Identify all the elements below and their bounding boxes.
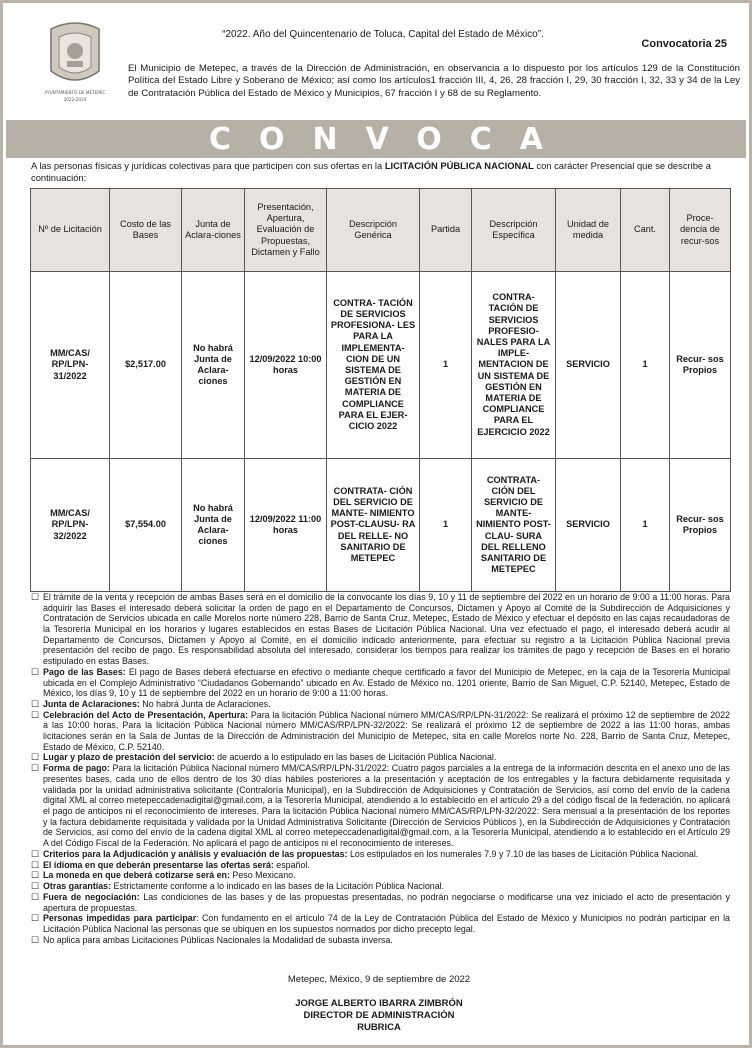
- header-cell: Cant.: [621, 189, 670, 272]
- note-label: Criterios para la Adjudicación y análisis y evaluación de las propuestas:: [43, 848, 348, 859]
- table-cell: MM/CAS/ RP/LPN- 32/2022: [31, 459, 110, 592]
- note-body: [43, 870, 730, 881]
- description-part1: A las personas físicas y jurídicas colectivas para que participen con sus ofertas en la: [31, 160, 385, 171]
- note-label: Personas impedidas para participar: [43, 913, 197, 924]
- note-body: [43, 935, 730, 946]
- header-cell: Unidad de medida: [556, 189, 621, 272]
- note-body: [43, 592, 730, 667]
- note-label: Forma de pago:: [43, 763, 110, 774]
- table-row: [31, 272, 731, 459]
- table-row: [31, 459, 731, 592]
- checkbox-icon: ☐: [31, 763, 40, 774]
- place-date: Metepec, México, 9 de septiembre de 2022: [287, 974, 471, 985]
- header-cell: Descripción Genérica: [327, 189, 420, 272]
- header-cell: Descripción Específica: [472, 189, 556, 272]
- table-cell: 12/09/2022 10:00 horas: [245, 272, 327, 459]
- licitacion-table: [30, 188, 731, 592]
- header-cell: Junta de Aclara-ciones: [182, 189, 245, 272]
- description: [31, 160, 731, 184]
- note-body: [43, 752, 730, 763]
- table-cell: CONTRA- TACIÓN DE SERVICIOS PROFESIO- NALES PARA LA IMPLE- MENTACION DE UN SISTEMA DE GESTIÓN EN MATERIA DE COMPLIANCE PARA EL EJERCICIO 2022: [472, 272, 556, 459]
- list-item: [31, 860, 730, 871]
- note-text: de acuerdo a lo estipulado en las bases de Licitación Pública Nacional.: [214, 752, 497, 763]
- banner-word: CONVOCA: [208, 121, 572, 157]
- note-text: Los estipulados en los numerales 7.9 y 7.10 de las bases de Licitación Pública Nacional.: [347, 848, 699, 859]
- table-cell: 1: [621, 272, 670, 459]
- header-cell: Nº de Licitación: [31, 189, 110, 272]
- note-label: Otras garantías:: [43, 881, 112, 892]
- checkbox-icon: ☐: [31, 698, 40, 709]
- note-body: [43, 710, 730, 753]
- table-cell: $2,517.00: [110, 272, 182, 459]
- list-item: [31, 881, 730, 892]
- signer-title: DIRECTOR DE ADMINISTRACIÓN: [303, 1010, 455, 1021]
- table-cell: Recur- sos Propios: [670, 459, 731, 592]
- checkbox-icon: ☐: [31, 891, 40, 902]
- table-cell: SERVICIO: [556, 459, 621, 592]
- table-cell: Recur- sos Propios: [670, 272, 731, 459]
- table-cell: CONTRA- TACIÓN DE SERVICIOS PROFESIONA- LES PARA LA IMPLEMENTA- CION DE UN SISTEMA DE GESTIÓN EN MATERIA DE COMPLIANCE PARA EL EJER- CICIO 2022: [327, 272, 420, 459]
- checkbox-icon: ☐: [31, 666, 40, 677]
- header-cell: Proce-dencia de recur-sos: [670, 189, 731, 272]
- list-item: [31, 935, 730, 946]
- note-body: [43, 913, 730, 934]
- table-cell: SERVICIO: [556, 272, 621, 459]
- checkbox-icon: ☐: [31, 859, 40, 870]
- description-part2: con carácter Presencial que se describe a continuación:: [31, 160, 711, 183]
- checkbox-icon: ☐: [31, 592, 40, 602]
- note-text: Estrictamente conforme a lo indicado en las bases de la Licitación Pública Nacional.: [111, 881, 445, 892]
- table-cell: No habrá Junta de Aclara- ciones: [182, 272, 245, 459]
- note-body: [43, 881, 730, 892]
- convocatoria-number: Convocatoria 25: [641, 38, 727, 50]
- seal-caption-1: AYUNTAMIENTO DE METEPEC: [44, 90, 106, 95]
- list-item: [31, 667, 730, 699]
- municipal-seal-icon: [39, 19, 111, 111]
- note-label: Junta de Aclaraciones:: [43, 698, 140, 709]
- list-item: [31, 752, 730, 763]
- list-item: [31, 870, 730, 881]
- list-item: [31, 849, 730, 860]
- table-cell: 1: [420, 459, 472, 592]
- checkbox-icon: ☐: [31, 752, 40, 763]
- note-body: [43, 892, 730, 913]
- note-label: Celebración del Acto de Presentación, Apertura:: [43, 709, 249, 720]
- note-text: : Con fundamento en el artículo 74 de la Ley de Contratación Pública del Estado de México y Municipios no podrán participar en la Licitación Pública Nacional las personas que se ubiquen en los supuestos normados por dicho precepto legal.: [43, 913, 730, 934]
- note-text: Para la licitación Pública Nacional número MM/CAS/RP/LPN-31/2022: Se realizará el próximo 12 de septiembre de 2022 a las 10:00 horas, Para la licitación Pública Nacional número MM/CAS/RP/LPN-32/2022: Se realizará el próximo 12 de septiembre de 2022 a las 11:00 horas, ambas licitaciones serán en la Sala de Juntas de la Dirección de Administración del Municipio de Metepec, sita en calle Morelos norte No. 228, Barrio de Santa Cruz, Metepec, Estado de México, C.P. 52140.: [43, 709, 730, 752]
- table-cell: CONTRATA- CIÓN DEL SERVICIO DE MANTE- NIMIENTO POST-CLAU- SURA DEL RELLENO SANITARIO DE METEPEC: [472, 459, 556, 592]
- note-text: Peso Mexicano.: [229, 870, 296, 881]
- list-item: [31, 892, 730, 913]
- slogan: “2022. Año del Quincentenario de Toluca, Capital del Estado de México”.: [222, 29, 544, 40]
- intro-paragraph: El Municipio de Metepec, a través de la Dirección de Administración, en observancia a lo dispuesto por los artículos 129 de la Constitución Política del Estado Libre y Soberano de México; así como los artículos1 fracción III, 4, 26, 28 fracción I, 29, 30 fracción I, 32, 33 y 34 de la Ley de Contratación Pública del Estado de México y Municipios, 67 fracción I y 68 de su Reglamento.: [128, 63, 740, 99]
- checkbox-icon: ☐: [31, 870, 40, 881]
- checkbox-icon: ☐: [31, 848, 40, 859]
- list-item: [31, 699, 730, 710]
- note-text: No aplica para ambas Licitaciones Públicas Nacionales la Modalidad de subasta inversa.: [43, 934, 393, 945]
- table-cell: 12/09/2022 11:00 horas: [245, 459, 327, 592]
- note-text: El trámite de la venta y recepción de ambas Bases será en el domicilio de la convocante los días 9, 10 y 11 de septiembre del 2022 en un horario de 9:00 a 11:00 horas. Para adquirir las Bases el interesado deberá solicitar la orden de pago en el Departamento de Concursos, Dictamen y Apoyo al Comité de la Subdirección de Adquisiciones y Contratación de Servicios ubicada en calle Morelos norte número 228, Barrio de Santa Cruz, Metepec, Estado de México y efectuar el depósito en las cajas recaudadoras de la Tesorería Municipal en los horarios y lugares establecidos en estas Bases de Licitación Pública Nacional. Una vez efectuado el pago, el interesado deberá acudir al Departamento de Concursos, Dictamen y Apoyo al Comité, en el domicilio indicado anteriormente, para efectuar su registro a la Licitación Pública Nacional previa presentación del recibo de pago. Es responsabilidad absoluta del interesado, considerar los tiempos para realizar los trámites de pago y recepción de Bases en el horario estipulado en estas Bases.: [43, 592, 730, 667]
- note-text: español.: [273, 859, 310, 870]
- note-body: [43, 763, 730, 849]
- header: [13, 11, 745, 111]
- note-text: Las condiciones de las bases y de las propuestas presentadas, no podrán negociarse o modificarse una vez iniciado el acto de presentación y apertura de propuestas.: [43, 891, 730, 913]
- list-item: [31, 710, 730, 753]
- header-cell: Partida: [420, 189, 472, 272]
- checkbox-icon: ☐: [31, 709, 40, 720]
- header-cell: Presentación, Apertura, Evaluación de Propuestas, Dictamen y Fallo: [245, 189, 327, 272]
- table-cell: 1: [621, 459, 670, 592]
- signer-name: JORGE ALBERTO IBARRA ZIMBRÓN: [295, 998, 463, 1009]
- header-cell: Costo de las Bases: [110, 189, 182, 272]
- table-header-row: [31, 189, 731, 272]
- note-label: Lugar y plazo de prestación del servicio:: [43, 752, 215, 763]
- rubrica: RUBRICA: [357, 1022, 401, 1033]
- table-cell: CONTRATA- CIÓN DEL SERVICIO DE MANTE- NIMIENTO POST-CLAUSU- RA DEL RELLE- NO SANITARIO DE METEPEC: [327, 459, 420, 592]
- list-item: [31, 913, 730, 934]
- note-body: [43, 699, 730, 710]
- seal-caption-2: 2022-2024: [63, 97, 87, 102]
- note-label: La moneda en que deberá cotizarse será en:: [43, 870, 230, 881]
- note-text: No habrá Junta de Aclaraciones.: [139, 698, 271, 709]
- note-body: [43, 860, 730, 871]
- table-cell: No habrá Junta de Aclara- ciones: [182, 459, 245, 592]
- note-label: El idioma en que deberán presentarse las ofertas será:: [43, 859, 274, 870]
- note-body: [43, 849, 730, 860]
- note-label: Pago de las Bases:: [43, 666, 126, 677]
- convoca-banner: [6, 120, 746, 158]
- list-item: [31, 592, 730, 667]
- table-cell: $7,554.00: [110, 459, 182, 592]
- table-cell: 1: [420, 272, 472, 459]
- checkbox-icon: ☐: [31, 881, 40, 892]
- notes-list: [31, 592, 730, 945]
- checkbox-icon: ☐: [31, 913, 40, 924]
- note-body: [43, 667, 730, 699]
- list-item: [31, 763, 730, 849]
- checkbox-icon: ☐: [31, 934, 40, 945]
- table-cell: MM/CAS/ RP/LPN- 31/2022: [31, 272, 110, 459]
- note-label: Fuera de negociación:: [43, 891, 140, 902]
- note-text: El pago de Bases deberá efectuarse en efectivo o mediante cheque certificado a favor del Municipio de Metepec, en la caja de la Tesorería Municipal ubicada en el Complejo Administrativo “Ciudadanos Gobernando” ubicado en Av. Estado de México no. 1201 oriente, Barrio de San Miguel, C.P. 52140, Metepec, Estado de México, los días 9, 10 y 11 de septiembre del 2022 en un horario de 9:00 a 11:00 horas.: [43, 666, 730, 699]
- note-text: Para la licitación Pública Nacional número MM/CAS/RP/LPN-31/2022: Cuatro pagos parciales a la entrega de la información descrita en el anexo uno de las presentes bases, cada uno de ellos dentro de los 30 días hábiles posteriores a la presentación y aceptación de los entregables y la factura debidamente requisitada y validada por la unidad administrativa solicitante (Contraloría Municipal), en la Subdirección de Adquisiciones y Contratación de Servicios, así como del envío de la cadena digital XML al correo metepeccadenadigital@gmail.com, a la Tesorería Municipal, atendiendo a lo establecido en el artículo 29 a del código fiscal de la federación. no aplicará el pago de anticipos ni el reconocimiento de intereses. Para la licitación Pública Nacional número MM/CAS/RP/LPN-32/2022: Sera mensual a la presentación de los reportes y la factura debidamente requisitada y validada por la Unidad Administrativa Solicitante (Dirección de Servicios Públicos ), en la Subdirección de Adquisiciones y Contratación de Servicios, así como del envío de la cadena digital XML al correo metepeccadenadigital@gmail.com, a la Tesorería Municipal, atendiendo a lo establecido en el Artículo 29 A del Código Fiscal de la Federación. No aplicará el pago de anticipos ni el reconocimiento de intereses.: [43, 763, 730, 849]
- description-bold: LICITACIÓN PÚBLICA NACIONAL: [384, 160, 534, 171]
